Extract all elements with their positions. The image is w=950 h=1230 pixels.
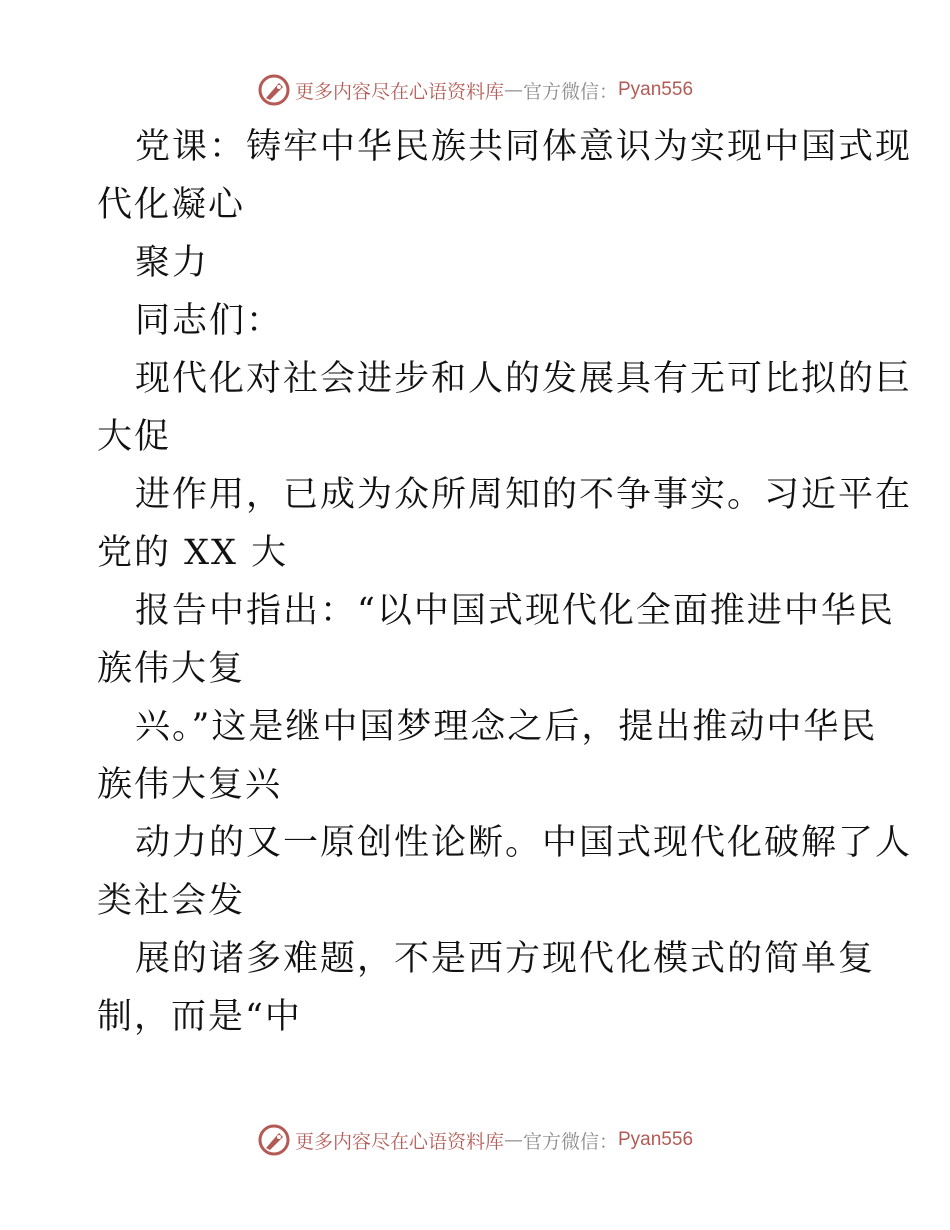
text-line: 族伟大复 [97,649,246,689]
watermark-brand: 官方微信： [522,80,618,103]
text-line: 动力的又一原创性论断。中国式现代化破解了人 [135,823,913,863]
text-line: 兴。”这是继中国梦理念之后，提出推动中华民 [135,707,878,747]
text-line: 现代化对社会进步和人的发展具有无可比拟的巨 [135,359,913,399]
footer-watermark [0,1120,950,1160]
watermark-separator: — [503,1129,523,1151]
fountain-pen-logo-icon [257,1123,291,1157]
header-watermark [0,70,950,110]
text-line: 进作用，已成为众所周知的不争事实。习近平在 [135,475,913,515]
text-line: 大促 [97,417,172,457]
text-line: 类社会发 [97,881,246,921]
text-line: 党的 XX 大 [97,533,289,573]
text-line: 族伟大复兴 [97,765,283,805]
text-line: 聚力 [135,243,210,283]
text-line: 党课：铸牢中华民族共同体意识为实现中国式现 [135,127,913,167]
watermark-separator: — [503,79,523,101]
watermark-site-text: 更多内容尽在心语资料库 [294,80,504,103]
text-line: 代化凝心 [97,185,246,225]
watermark-site-text: 更多内容尽在心语资料库 [294,1130,504,1153]
text-line: 报告中指出：“以中国式现代化全面推进中华民 [135,591,895,631]
watermark-brand: 官方微信： [522,1130,618,1153]
document-body [97,118,913,1046]
text-line: 制，而是“中 [97,997,302,1037]
watermark-account: Pyan556 [618,1129,694,1150]
text-line: 同志们： [135,301,284,341]
text-line: 展的诸多难题，不是西方现代化模式的简单复 [135,939,876,979]
fountain-pen-logo-icon [257,73,291,107]
watermark-account: Pyan556 [618,79,694,100]
